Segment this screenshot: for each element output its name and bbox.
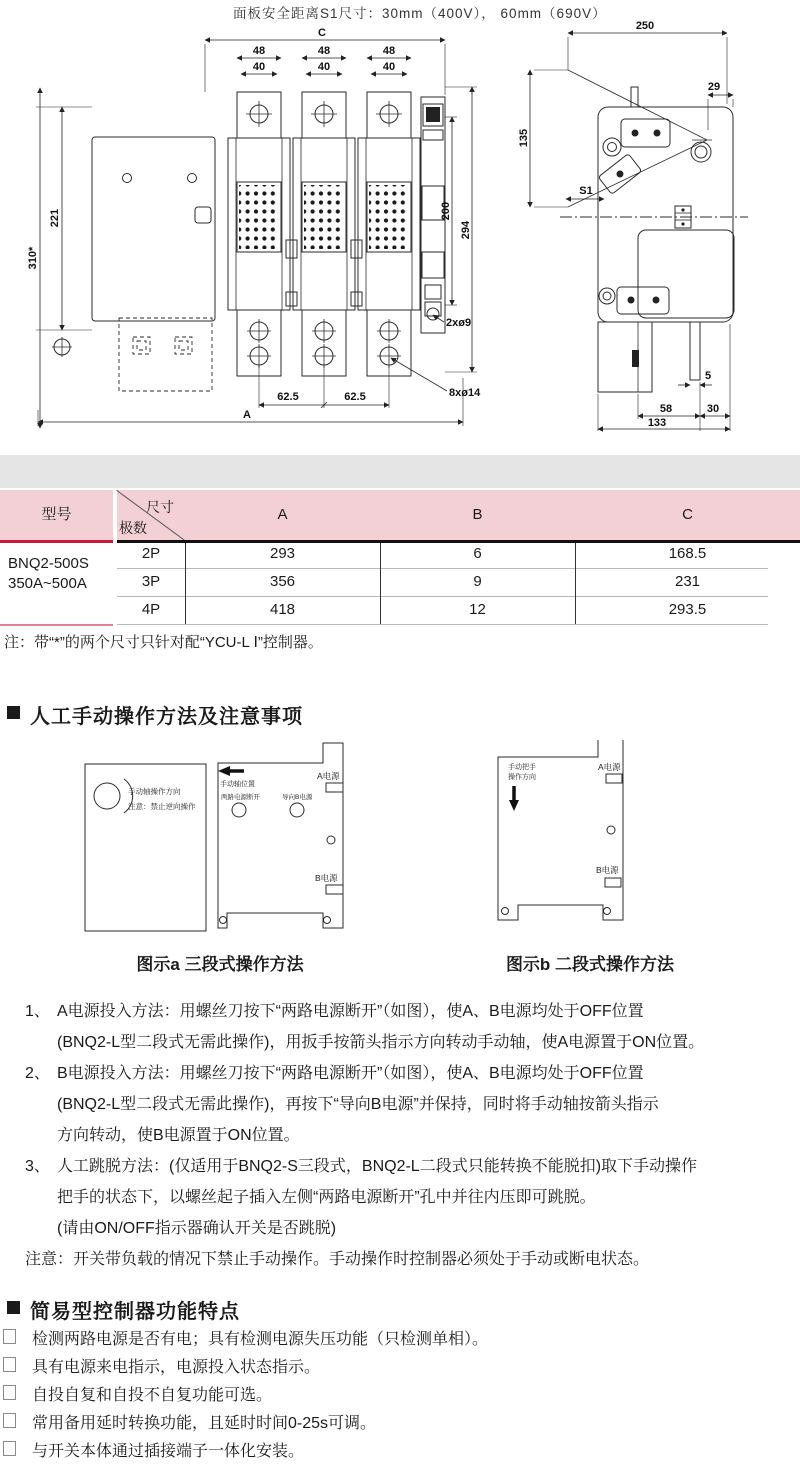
- step-line: (BNQ2-L型二段式无需此操作)，用扳手按箭头指示方向转动手动轴，使A电源置于ON位置。: [57, 1034, 705, 1051]
- feature-text: 常用备用延时转换功能，且延时时间0-25s可调。: [32, 1415, 377, 1432]
- step-line: (BNQ2-L型二段式无需此操作)，再按下“导向B电源”并保持，同时将手动轴按箭头指示: [57, 1096, 659, 1113]
- operation-notice: 注意：开关带负载的情况下禁止手动操作。手动操作时控制器必须处于手动或断电状态。: [25, 1251, 650, 1268]
- dim-c: C: [318, 27, 326, 39]
- feature-list: [3, 1326, 797, 1466]
- column-line: [575, 543, 576, 624]
- controller-section-title: 简易型控制器功能特点: [30, 1301, 240, 1323]
- dim-48: 48: [252, 45, 266, 57]
- label-b-power: B电源: [596, 865, 619, 875]
- diagram-b-caption: 图示b 二段式操作方法: [505, 955, 675, 974]
- diagram-a-caption: 图示a 三段式操作方法: [136, 955, 304, 974]
- manual-section-title: 人工手动操作方法及注意事项: [30, 706, 303, 728]
- dim-135: 135: [518, 128, 530, 148]
- dim-8x14: 8xø14: [449, 387, 481, 399]
- dim-48: 48: [382, 45, 396, 57]
- down-arrow-icon: [509, 800, 519, 811]
- dim-40: 40: [382, 61, 396, 73]
- dim-2x9: 2xø9: [446, 317, 472, 329]
- dim-250: 250: [635, 20, 655, 32]
- cell-c: 293.5: [668, 601, 707, 618]
- checkbox-icon: [3, 1441, 16, 1456]
- cell-c: 168.5: [668, 545, 707, 562]
- feature-item: [3, 1438, 797, 1466]
- cell-poles: 3P: [141, 573, 161, 590]
- technical-drawing: [0, 0, 800, 452]
- step-line: 方向转动，使B电源置于ON位置。: [57, 1127, 300, 1144]
- checkbox-icon: [3, 1413, 16, 1428]
- model-name: BNQ2-500S: [8, 555, 89, 572]
- step-line: (请由ON/OFF指示器确认开关是否跳脱): [57, 1220, 337, 1237]
- section-bullet-icon: [7, 1301, 20, 1314]
- step-number: 3、: [25, 1158, 50, 1175]
- cell-b: 12: [469, 601, 486, 618]
- table-header-c: C: [682, 506, 693, 523]
- diagram-a: [85, 743, 343, 931]
- dim-133: 133: [647, 417, 667, 429]
- label-handle-direction: 操作方向: [508, 774, 536, 781]
- step-line: A电源投入方法：用螺丝刀按下“两路电源断开”（如图），使A、B电源均处于OFF位置: [57, 1003, 644, 1020]
- label-axis-position: 手动轴位置: [220, 781, 255, 788]
- checkbox-icon: [3, 1329, 16, 1344]
- dim-40: 40: [252, 61, 266, 73]
- label-a-power: A电源: [598, 762, 621, 772]
- dim-62-5: 62.5: [277, 391, 299, 403]
- dim-29: 29: [707, 81, 721, 93]
- row-separator: [117, 624, 768, 625]
- model-cell: [0, 554, 113, 594]
- table-header-model: 型号: [0, 490, 113, 540]
- operation-steps: [25, 996, 797, 1275]
- header-underline-red: [0, 540, 113, 543]
- step-line: 人工跳脱方法：(仅适用于BNQ2-S三段式，BNQ2-L二段式只能转换不能脱扣)取下手动操作: [57, 1158, 698, 1175]
- feature-text: 具有电源来电指示，电源投入状态指示。: [32, 1359, 321, 1376]
- step-number: 1、: [25, 1003, 50, 1020]
- step-item: [25, 996, 797, 1058]
- label-b-power: B电源: [315, 873, 338, 883]
- step-number: 2、: [25, 1065, 50, 1082]
- dim-58: 58: [659, 403, 673, 415]
- dim-30: 30: [706, 403, 720, 415]
- label-a-power: A电源: [317, 771, 340, 781]
- cell-a: 418: [269, 601, 296, 618]
- label-guide-b-power: 导向B电源: [282, 794, 313, 801]
- step-line: B电源投入方法：用螺丝刀按下“两路电源断开”（如图），使A、B电源均处于OFF位置: [57, 1065, 644, 1082]
- dim-294: 294: [460, 220, 472, 240]
- checkbox-icon: [3, 1385, 16, 1400]
- cell-b: 6: [473, 545, 482, 562]
- feature-text: 自投自复和自投不自复功能可选。: [32, 1387, 273, 1404]
- row-separator: [117, 596, 768, 597]
- section-bullet-icon: [7, 706, 20, 719]
- model-range: 350A~500A: [8, 575, 87, 592]
- dim-s1: S1: [579, 185, 593, 197]
- feature-item: [3, 1382, 797, 1410]
- cell-a: 293: [269, 545, 296, 562]
- table-header-b: B: [472, 506, 483, 523]
- label-axis-warning: 注意：禁止逆向操作: [128, 802, 196, 811]
- operation-diagrams: [0, 740, 800, 940]
- table-corner-size: 尺寸: [146, 499, 174, 515]
- feature-item: [3, 1326, 797, 1354]
- dim-221: 221: [49, 208, 61, 228]
- dim-a: A: [243, 409, 251, 421]
- model-underline-pink: [0, 624, 113, 626]
- table-row: [117, 596, 800, 624]
- diagram-b: [498, 740, 623, 920]
- cell-a: 356: [269, 573, 296, 590]
- step-line: 把手的状态下，以螺丝起子插入左侧“两路电源断开”孔中并往内压即可跳脱。: [57, 1189, 596, 1206]
- row-separator: [117, 568, 768, 569]
- table-corner-poles: 极数: [119, 520, 147, 536]
- side-view: [518, 20, 748, 431]
- table-row: [117, 540, 800, 568]
- feature-text: 检测两路电源是否有电；具有检测电源失压功能（只检测单相）。: [32, 1331, 489, 1348]
- label-handle: 手动把手: [508, 764, 536, 771]
- dim-40: 40: [317, 61, 331, 73]
- dim-62-5: 62.5: [344, 391, 366, 403]
- cell-poles: 4P: [141, 601, 161, 618]
- step-item: [25, 1058, 797, 1151]
- table-note: 注：带“*”的两个尺寸只针对配“YCU-L Ⅰ”控制器。: [4, 634, 323, 651]
- panel-safety-note: 面板安全距离S1尺寸：30mm（400V）， 60mm（690V）: [233, 6, 607, 21]
- feature-text: 与开关本体通过插接端子一体化安装。: [32, 1443, 305, 1460]
- column-line: [185, 543, 186, 624]
- dim-5: 5: [704, 370, 712, 382]
- cell-c: 231: [674, 573, 701, 590]
- column-line: [380, 543, 381, 624]
- label-axis-direction: 手动轴操作方向: [128, 787, 181, 796]
- feature-item: [3, 1410, 797, 1438]
- cell-poles: 2P: [141, 545, 161, 562]
- dim-310: 310*: [27, 246, 39, 270]
- front-view: [27, 27, 481, 428]
- left-arrow-icon: [218, 766, 230, 776]
- table-header-a: A: [277, 506, 288, 523]
- dim-200: 200: [440, 201, 452, 221]
- dim-48: 48: [317, 45, 331, 57]
- label-both-power-off: 两路电源断开: [221, 794, 260, 801]
- feature-item: [3, 1354, 797, 1382]
- cell-b: 9: [473, 573, 482, 590]
- step-item: [25, 1151, 797, 1244]
- divider-band: [0, 455, 800, 488]
- checkbox-icon: [3, 1357, 16, 1372]
- table-row: [117, 568, 800, 596]
